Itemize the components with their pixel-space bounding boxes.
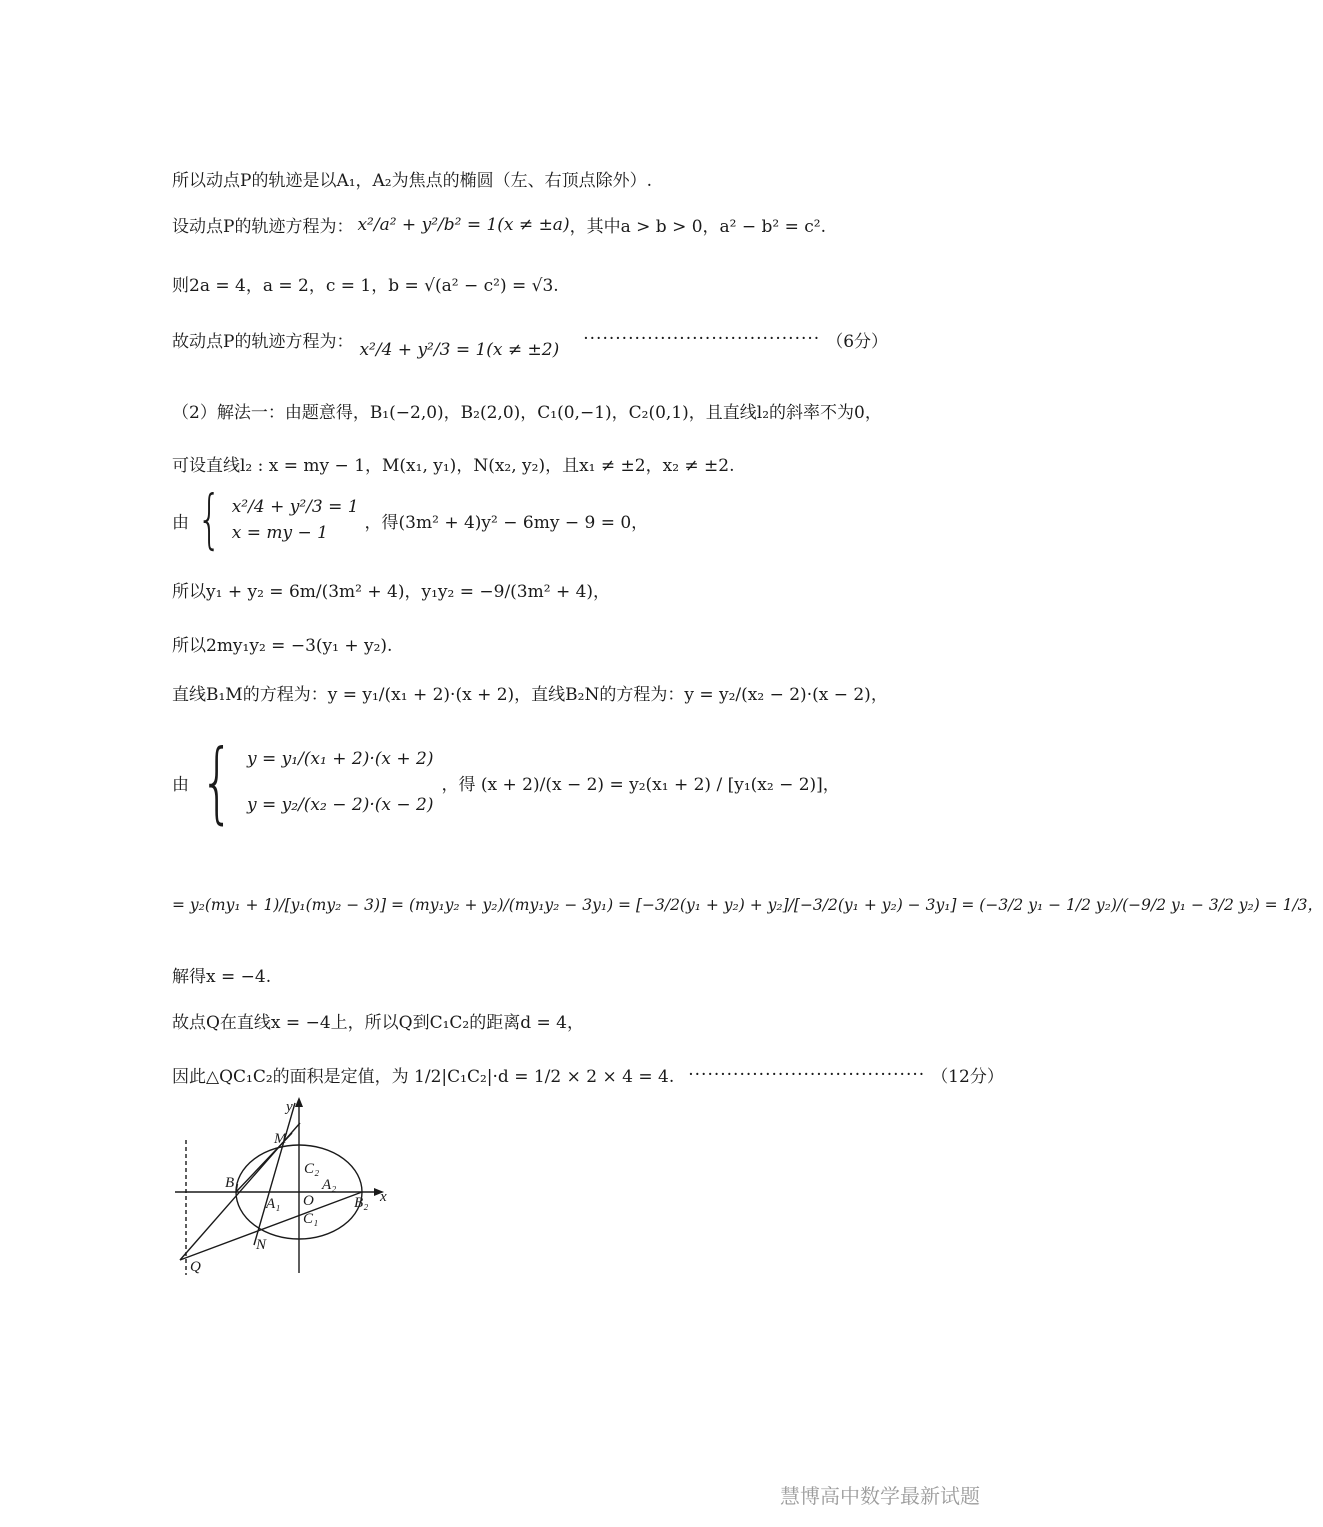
line-2-intro: 设动点P的轨迹方程为： — [172, 217, 354, 237]
system-1-row-1: x²/4 + y²/3 = 1 — [231, 497, 359, 517]
line-4-equation: x²/4 + y²/3 = 1(x ≠ ±2) — [359, 340, 560, 360]
label-q: Q — [190, 1259, 201, 1275]
equation-system-1 — [189, 483, 359, 557]
text-line-1 — [172, 166, 652, 191]
line-4-score: （6分） — [826, 331, 889, 352]
line-7-result: ，得(3m² + 4)y² − 6my − 9 = 0， — [364, 512, 649, 533]
text-line-9 — [172, 631, 392, 656]
line-4-dots: ····································· — [583, 329, 821, 349]
line-15-score: （12分） — [931, 1067, 1004, 1087]
line-1-text: 所以动点P的轨迹是以A₁，A₂为焦点的椭圆（左、右顶点除外）. — [172, 171, 653, 191]
line-11-result: ，得 (x + 2)/(x − 2) = y₂(x₁ + 2) / [y₁(x₂ − 2)]， — [441, 774, 840, 795]
text-line-4 — [172, 318, 888, 360]
line-6-text: 可设直线l₂ : x = my − 1，M(x₁, y₁)，N(x₂, y₂)，且x₁ ≠ ±2，x₂ ≠ ±2. — [172, 456, 735, 476]
line-9-text: 所以2my₁y₂ = −3(y₁ + y₂). — [172, 636, 393, 656]
system-2-row-2: y = y₂/(x₂ − 2)·(x − 2) — [247, 795, 434, 815]
text-line-5 — [172, 398, 882, 423]
left-brace-1: { — [197, 483, 222, 557]
label-b2: B₂ — [354, 1195, 369, 1211]
line-10-text: 直线B₁M的方程为：y = y₁/(x₁ + 2)·(x + 2)，直线B₂N的方程为：y = y₂/(x₂ − 2)·(x − 2)， — [172, 685, 888, 705]
text-line-14 — [172, 1008, 584, 1033]
text-line-3 — [172, 271, 559, 296]
label-c1: C₁ — [303, 1211, 319, 1227]
label-b1: B₁ — [225, 1175, 240, 1191]
system-2-row-1: y = y₁/(x₁ + 2)·(x + 2) — [247, 749, 434, 769]
ellipse-figure — [170, 1095, 400, 1275]
text-line-10 — [172, 680, 888, 705]
line-4-intro: 故动点P的轨迹方程为： — [172, 331, 354, 352]
line-5-text: （2）解法一：由题意得，B₁(−2,0)，B₂(2,0)，C₁(0,−1)，C₂(0,1)，且直线l₂的斜率不为0， — [172, 403, 882, 423]
system-1-row-2: x = my − 1 — [231, 523, 328, 543]
text-line-8 — [172, 577, 610, 602]
line-8-text: 所以y₁ + y₂ = 6m/(3m² + 4)，y₁y₂ = −9/(3m² + 4)， — [172, 582, 611, 602]
label-o: O — [303, 1193, 314, 1209]
line-7-intro: 由 — [172, 512, 189, 533]
label-c2: C₂ — [304, 1161, 320, 1177]
text-line-7 — [172, 483, 649, 557]
y-axis-arrow — [295, 1097, 303, 1107]
text-line-15 — [172, 1062, 1004, 1087]
line-12-derivation: = y₂(my₁ + 1)/[y₁(my₂ − 3)] = (my₁y₂ + y₂)/(my₁y₂ − 3y₁) = [−3/2(y₁ + y₂) + y₂]/[−3/2(y₁ + y₂) − 3y₁] = (−3/2 y₁ − 1/2 y₂)/(−9/2 y₁ − 3/2 y₂) = 1/3， — [172, 896, 1323, 914]
text-line-12 — [172, 893, 1323, 915]
label-m: M — [274, 1131, 287, 1147]
label-x: x — [380, 1189, 387, 1205]
text-line-13 — [172, 962, 271, 987]
line-3-text: 则2a = 4，a = 2，c = 1，b = √(a² − c²) = √3. — [172, 276, 559, 296]
line-13-text: 解得x = −4. — [172, 967, 272, 987]
line-15-text: 因此△QC₁C₂的面积是定值，为 1/2|C₁C₂|·d = 1/2 × 2 × 4 = 4. — [172, 1067, 675, 1087]
line-15-dots: ····································· — [688, 1064, 926, 1085]
label-y: y — [286, 1099, 293, 1115]
watermark-text: 慧博高中数学最新试题 — [780, 1486, 980, 1508]
equation-system-2 — [189, 730, 434, 833]
line-2-equation: x²/a² + y²/b² = 1(x ≠ ±a) — [357, 214, 570, 235]
text-line-2 — [172, 212, 826, 237]
label-n: N — [256, 1237, 267, 1253]
line-14-text: 故点Q在直线x = −4上，所以Q到C₁C₂的距离d = 4， — [172, 1013, 584, 1033]
line-2-condition: ，其中a > b > 0，a² − b² = c². — [569, 217, 827, 237]
label-a2: A₂ — [322, 1177, 337, 1193]
line-11-intro: 由 — [172, 774, 189, 795]
watermark — [780, 1480, 980, 1509]
text-line-11 — [172, 730, 840, 833]
line-l2 — [254, 1103, 295, 1245]
label-a1: A₁ — [266, 1196, 281, 1212]
left-brace-2: { — [200, 730, 234, 833]
text-line-6 — [172, 451, 735, 476]
